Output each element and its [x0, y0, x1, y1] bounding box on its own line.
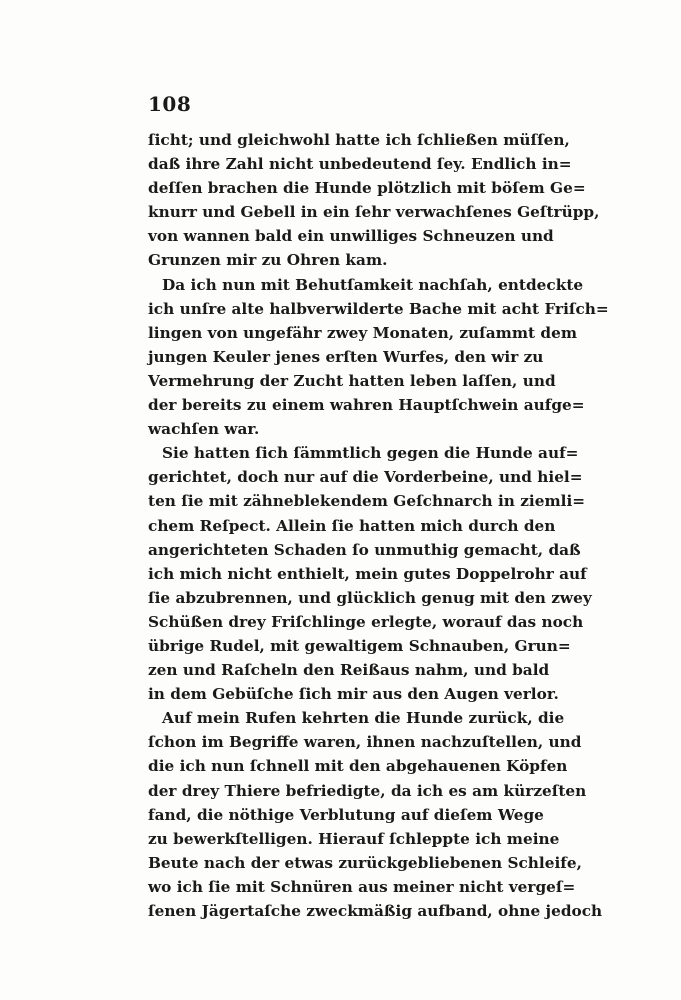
text-line: ſchon im Begriffe waren, ihnen nachzuſtellen, und	[148, 733, 582, 752]
text-line: Vermehrung der Zucht hatten leben laſſen, und	[148, 371, 556, 390]
text-line: zu bewerkſtelligen. Hierauf ſchleppte ich meine	[148, 829, 560, 848]
text-line: zen und Raſcheln den Reißaus nahm, und bald	[148, 661, 550, 680]
text-line: ich mich nicht enthielt, mein gutes Doppelrohr auf	[148, 564, 587, 583]
text-line: angerichteten Schaden ſo unmuthig gemacht, daß	[148, 540, 581, 559]
text-line: wachſen war.	[148, 420, 260, 439]
text-line: wo ich ſie mit Schnüren aus meiner nicht vergeſ=	[148, 877, 576, 896]
text-line: lingen von ungefähr zwey Monaten, zuſammt dem	[148, 323, 578, 342]
text-line: daß ihre Zahl nicht unbedeutend ſey. Endlich in=	[148, 155, 572, 174]
text-line: ſenen Jägertaſche zweckmäßig aufband, ohne jedoch	[148, 902, 603, 920]
text-line: ſicht; und gleichwohl hatte ich ſchließen müſſen,	[148, 131, 570, 149]
text-line: fand, die nöthige Verblutung auf dieſem Wege	[148, 805, 544, 824]
text-line: in dem Gebüſche ſich mir aus den Augen verlor.	[148, 685, 559, 704]
text-line: Schüßen drey Friſchlinge erlegte, worauf das noch	[148, 612, 584, 631]
text-line: Auf mein Rufen kehrten die Hunde zurück, die	[162, 709, 565, 728]
text-line: ſie abzubrennen, und glücklich genug mit den zwey	[148, 588, 592, 607]
text-line: gerichtet, doch nur auf die Vorderbeine, und hiel=	[148, 468, 583, 487]
text-line: ten ſie mit zähneblekendem Geſchnarch in ziemli=	[148, 492, 586, 511]
text-line: knurr und Gebell in ein ſehr verwachſenes Geſtrüpp,	[148, 203, 600, 222]
text-line: übrige Rudel, mit gewaltigem Schnauben, Grun=	[148, 636, 571, 655]
text-line: Grunzen mir zu Ohren kam.	[148, 251, 388, 270]
text-line: jungen Keuler jenes erſten Wurfes, den wir zu	[148, 347, 544, 366]
text-line: Beute nach der etwas zurückgebliebenen Schleife,	[148, 853, 582, 872]
text-line: deſſen brachen die Hunde plötzlich mit böſem Ge=	[148, 179, 586, 198]
text-line: chem Reſpect. Allein ſie hatten mich durch den	[148, 516, 556, 535]
text-line: der drey Thiere befriedigte, da ich es am kürzeſten	[148, 781, 587, 800]
text-line: Sie hatten ſich ſämmtlich gegen die Hunde auf=	[162, 444, 579, 463]
body-text	[148, 128, 609, 923]
text-line: von wannen bald ein unwilliges Schneuzen und	[148, 227, 554, 246]
text-line: die ich nun ſchnell mit den abgehauenen Köpfen	[148, 757, 568, 776]
page-number: 108	[148, 92, 192, 116]
text-line: ich unſre alte halbverwilderte Bache mit acht Friſch=	[148, 299, 609, 318]
text-line: der bereits zu einem wahren Hauptſchwein aufge=	[148, 396, 585, 415]
text-line: Da ich nun mit Behutſamkeit nachſah, entdeckte	[162, 275, 584, 294]
